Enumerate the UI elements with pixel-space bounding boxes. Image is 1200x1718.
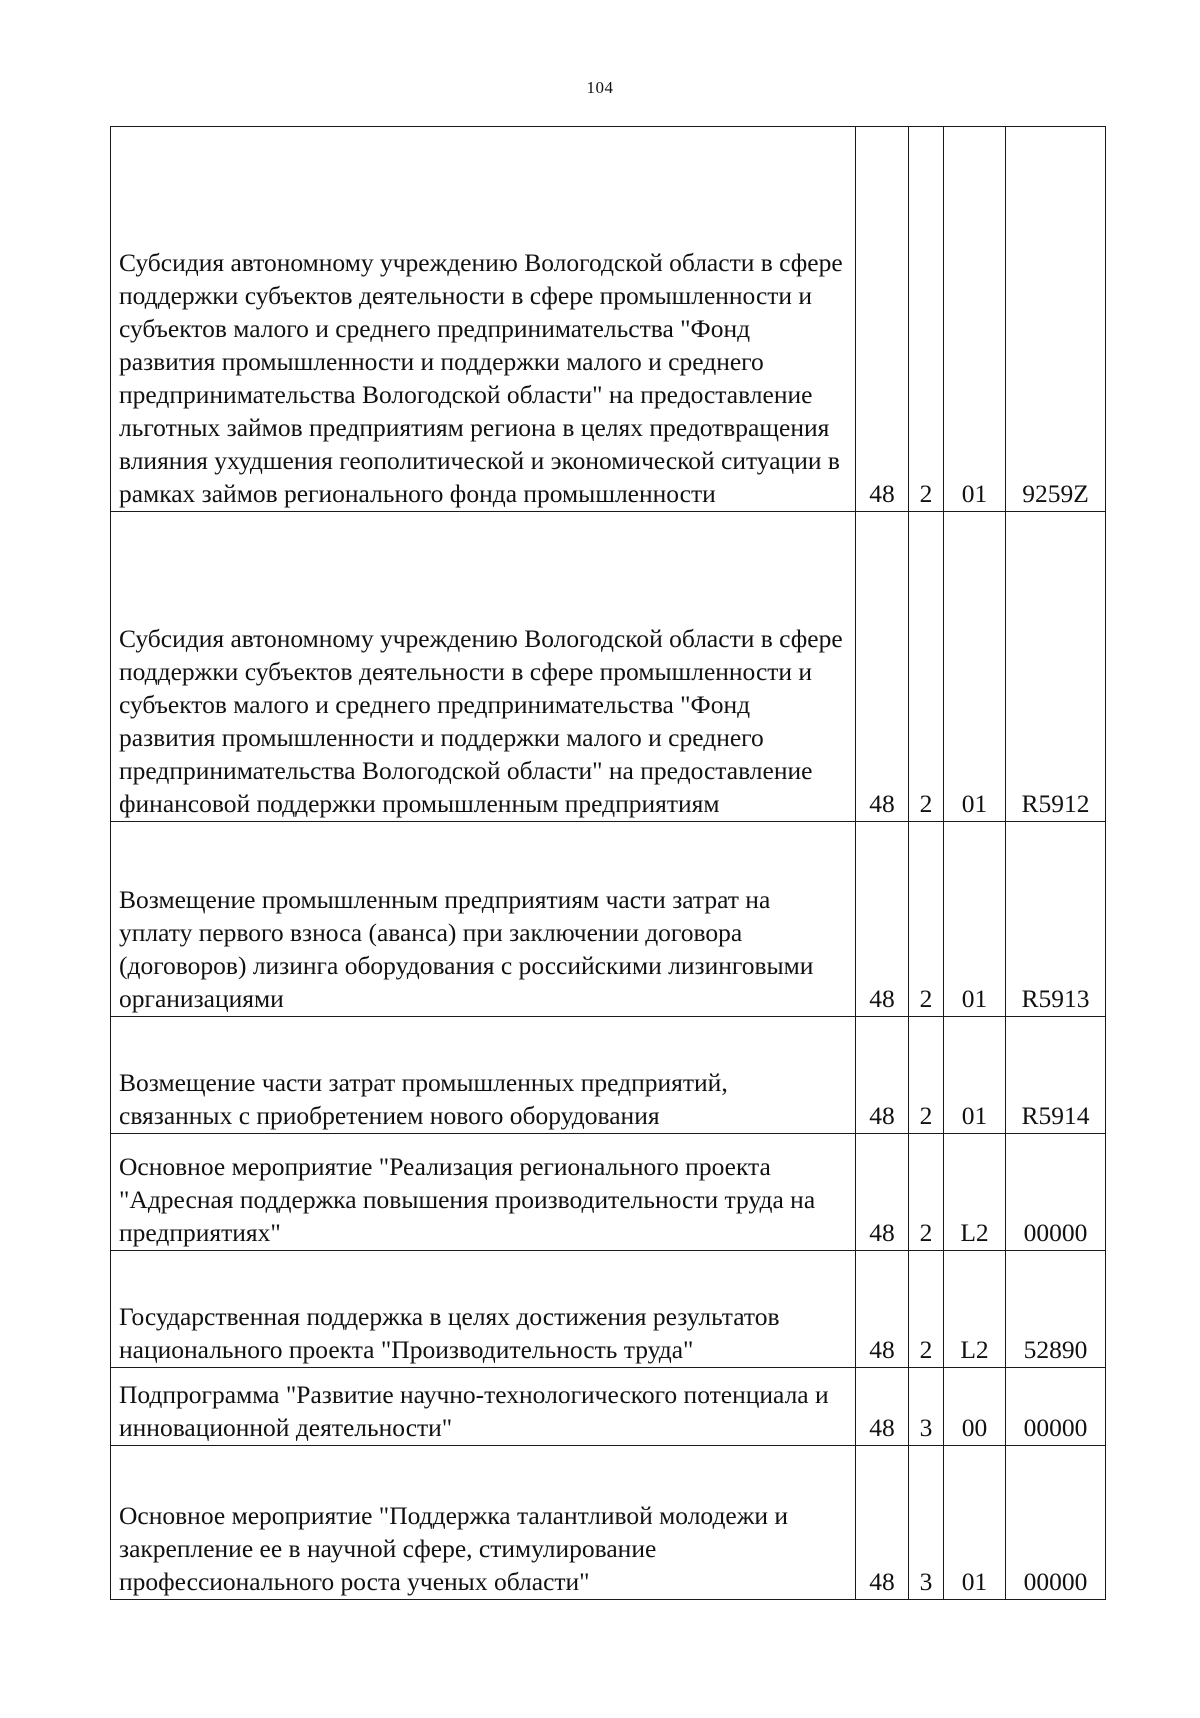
row-name: Основное мероприятие "Реализация регионального проекта "Адресная поддержка повышения производительности труда на предприятиях" <box>111 1134 856 1251</box>
row-code-3: 01 <box>944 127 1006 512</box>
row-code-2: 2 <box>909 1017 944 1134</box>
row-name: Государственная поддержка в целях достижения результатов национального проекта "Производительность труда" <box>111 1251 856 1368</box>
row-code-4: R5913 <box>1006 822 1106 1017</box>
row-code-3: L2 <box>944 1134 1006 1251</box>
row-code-4: 00000 <box>1006 1368 1106 1446</box>
table-row <box>111 1017 1106 1134</box>
row-code-3: 01 <box>944 1017 1006 1134</box>
row-name: Субсидия автономному учреждению Вологодской области в сфере поддержки субъектов деятельности в сфере промышленности и субъектов малого и среднего предпринимательства "Фонд развития промышленности и поддержки малого и среднего предпринимательства Вологодской области" на предоставление льготных займов предприятиям региона в целях предотвращения влияния ухудшения геополитической и экономической ситуации в рамках займов регионального фонда промышленности <box>111 127 856 512</box>
row-code-1: 48 <box>856 1446 909 1600</box>
row-code-1: 48 <box>856 1251 909 1368</box>
table-row <box>111 1446 1106 1600</box>
table-row <box>111 1134 1106 1251</box>
row-code-2: 2 <box>909 1251 944 1368</box>
row-code-2: 2 <box>909 1134 944 1251</box>
row-code-1: 48 <box>856 1368 909 1446</box>
row-code-4: R5912 <box>1006 512 1106 822</box>
row-code-3: 01 <box>944 822 1006 1017</box>
row-code-1: 48 <box>856 512 909 822</box>
table-row <box>111 512 1106 822</box>
table-row <box>111 822 1106 1017</box>
row-name: Возмещение части затрат промышленных предприятий, связанных с приобретением нового оборудования <box>111 1017 856 1134</box>
row-name: Подпрограмма "Развитие научно-технологического потенциала и инновационной деятельности" <box>111 1368 856 1446</box>
row-code-1: 48 <box>856 822 909 1017</box>
row-code-3: L2 <box>944 1251 1006 1368</box>
table-row <box>111 1368 1106 1446</box>
row-name: Основное мероприятие "Поддержка талантливой молодежи и закрепление ее в научной сфере, стимулирование профессионального роста ученых области" <box>111 1446 856 1600</box>
row-code-4: R5914 <box>1006 1017 1106 1134</box>
budget-classification-table <box>110 126 1106 1600</box>
page-number: 104 <box>586 78 614 97</box>
row-code-3: 01 <box>944 512 1006 822</box>
row-code-4: 00000 <box>1006 1446 1106 1600</box>
row-code-2: 3 <box>909 1446 944 1600</box>
row-code-2: 3 <box>909 1368 944 1446</box>
row-name: Субсидия автономному учреждению Вологодской области в сфере поддержки субъектов деятельности в сфере промышленности и субъектов малого и среднего предпринимательства "Фонд развития промышленности и поддержки малого и среднего предпринимательства Вологодской области" на предоставление финансовой поддержки промышленным предприятиям <box>111 512 856 822</box>
table-row <box>111 127 1106 512</box>
row-name: Возмещение промышленным предприятиям части затрат на уплату первого взноса (аванса) при заключении договора (договоров) лизинга оборудования с российскими лизинговыми организациями <box>111 822 856 1017</box>
row-code-1: 48 <box>856 1017 909 1134</box>
row-code-4: 52890 <box>1006 1251 1106 1368</box>
table-row <box>111 1251 1106 1368</box>
row-code-3: 00 <box>944 1368 1006 1446</box>
row-code-2: 2 <box>909 127 944 512</box>
row-code-1: 48 <box>856 127 909 512</box>
row-code-4: 00000 <box>1006 1134 1106 1251</box>
row-code-1: 48 <box>856 1134 909 1251</box>
row-code-2: 2 <box>909 512 944 822</box>
row-code-4: 9259Z <box>1006 127 1106 512</box>
row-code-3: 01 <box>944 1446 1006 1600</box>
row-code-2: 2 <box>909 822 944 1017</box>
